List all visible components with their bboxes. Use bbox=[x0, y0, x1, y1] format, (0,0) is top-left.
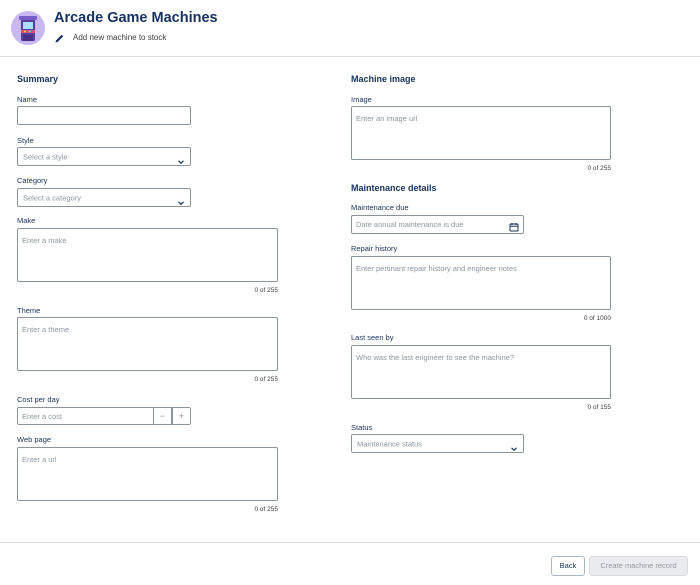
machine-image-heading: Machine image bbox=[351, 74, 416, 84]
decrement-button[interactable]: − bbox=[153, 407, 172, 425]
cost-label: Cost per day bbox=[17, 395, 60, 404]
page-header bbox=[0, 0, 700, 57]
page-subtitle: Add new machine to stock bbox=[73, 33, 167, 42]
category-select[interactable] bbox=[17, 188, 191, 207]
cost-input[interactable] bbox=[17, 407, 154, 425]
last-seen-textarea[interactable] bbox=[351, 345, 611, 399]
back-button[interactable]: Back bbox=[551, 556, 585, 576]
chevron-down-icon bbox=[177, 153, 185, 161]
make-char-counter: 0 of 255 bbox=[254, 287, 278, 294]
make-label: Make bbox=[17, 216, 36, 225]
last-seen-label: Last seen by bbox=[351, 333, 394, 342]
status-select[interactable] bbox=[351, 434, 524, 453]
pencil-icon bbox=[54, 31, 65, 42]
web-page-char-counter: 0 of 255 bbox=[254, 506, 278, 513]
image-char-counter: 0 of 255 bbox=[587, 165, 611, 172]
increment-button[interactable]: + bbox=[172, 407, 191, 425]
arcade-cabinet-icon bbox=[11, 11, 45, 45]
last-seen-char-counter: 0 of 155 bbox=[587, 404, 611, 411]
style-select-placeholder: Select a style bbox=[23, 152, 68, 161]
chevron-down-icon bbox=[177, 194, 185, 202]
summary-heading: Summary bbox=[17, 74, 59, 84]
repair-history-textarea[interactable] bbox=[351, 256, 611, 310]
style-select[interactable] bbox=[17, 147, 191, 166]
make-textarea[interactable] bbox=[17, 228, 278, 282]
repair-history-label: Repair history bbox=[351, 244, 398, 253]
create-machine-record-button[interactable]: Create machine record bbox=[589, 556, 688, 576]
web-page-textarea[interactable] bbox=[17, 447, 278, 501]
calendar-icon[interactable] bbox=[509, 219, 519, 229]
name-label: Name bbox=[17, 95, 38, 104]
image-label: Image bbox=[351, 95, 372, 104]
repair-history-char-counter: 0 of 1000 bbox=[583, 315, 611, 322]
style-label: Style bbox=[17, 136, 34, 145]
maintenance-heading: Maintenance details bbox=[351, 183, 437, 193]
web-page-label: Web page bbox=[17, 435, 52, 444]
maintenance-due-input[interactable] bbox=[351, 215, 524, 234]
maintenance-due-label: Maintenance due bbox=[351, 203, 409, 212]
chevron-down-icon bbox=[510, 440, 518, 448]
name-input[interactable] bbox=[17, 106, 191, 125]
category-label: Category bbox=[17, 176, 48, 185]
category-select-placeholder: Select a category bbox=[23, 193, 81, 202]
image-textarea[interactable] bbox=[351, 106, 611, 160]
page-title: Arcade Game Machines bbox=[54, 10, 218, 26]
theme-label: Theme bbox=[17, 306, 41, 315]
status-select-placeholder: Maintenance status bbox=[357, 439, 423, 448]
status-label: Status bbox=[351, 423, 373, 432]
theme-textarea[interactable] bbox=[17, 317, 278, 371]
theme-char-counter: 0 of 255 bbox=[254, 376, 278, 383]
